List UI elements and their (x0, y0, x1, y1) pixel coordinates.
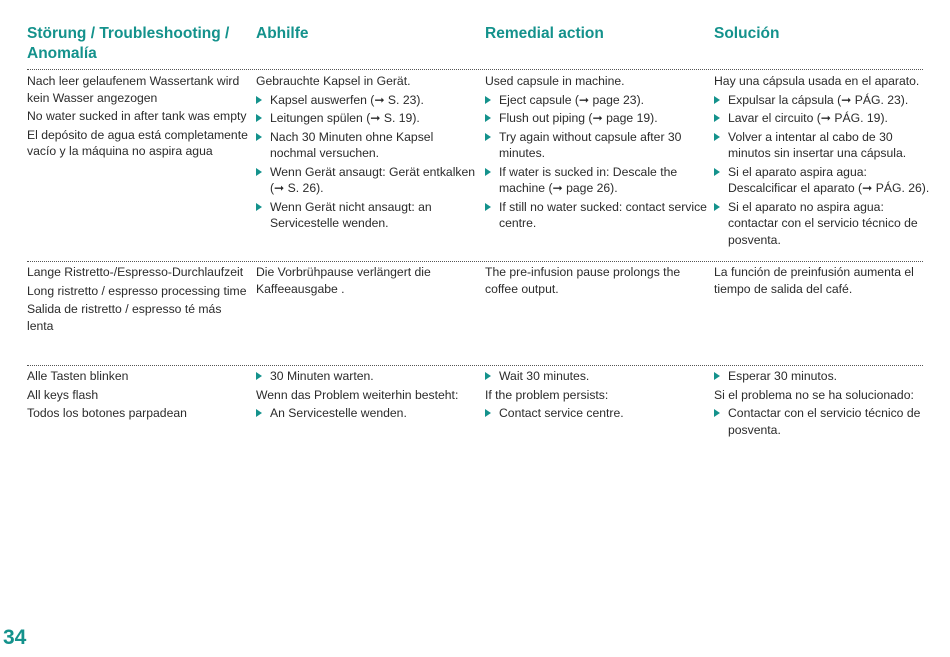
triangle-bullet-icon (256, 133, 262, 141)
remedy-step-text: Eject capsule (➞ page 23). (499, 92, 645, 107)
triangle-bullet-icon (256, 96, 262, 104)
remedy-step-text: An Servicestelle wenden. (270, 406, 407, 420)
remedy-text: Si el problema no se ha solucionado: (714, 387, 914, 402)
triangle-bullet-icon (485, 372, 491, 380)
remedy-step-text: Try again without capsule after 30 minutes. (499, 129, 682, 160)
en-cell-1 (485, 73, 707, 234)
remedy-step (256, 110, 478, 127)
row-divider (27, 261, 923, 262)
triangle-bullet-icon (714, 114, 720, 122)
en-cell-3 (485, 368, 707, 424)
de-cell-1 (256, 73, 478, 234)
problem-text: El depósito de agua está completamente vacío y la máquina no aspira agua (27, 127, 248, 158)
triangle-bullet-icon (714, 409, 720, 417)
problem-text: All keys flash (27, 387, 99, 402)
problem-text: Nach leer gelaufenem Wassertank wird kein Wasser angezogen (27, 74, 240, 105)
remedy-step-text: Wait 30 minutes. (499, 369, 590, 383)
remedy-step (485, 92, 707, 109)
problem-text: Lange Ristretto-/Espresso-Durchlaufzeit (27, 265, 244, 279)
remedy-step-text: If water is sucked in: Descale the machine (➞ page 26). (499, 164, 678, 195)
remedy-step (485, 199, 707, 232)
header-divider (27, 69, 923, 70)
es-cell-3 (714, 368, 936, 440)
remedy-step-text: Esperar 30 minutos. (728, 369, 838, 383)
remedy-step-text: Contact service centre. (499, 406, 624, 420)
problem-cell-1 (27, 73, 249, 162)
problem-text: No water sucked in after tank was empty (27, 109, 247, 123)
remedy-step (485, 110, 707, 127)
triangle-bullet-icon (485, 203, 491, 211)
triangle-bullet-icon (256, 168, 262, 176)
remedy-step-text: Wenn Gerät nicht ansaugt: an Servicestelle wenden. (270, 199, 432, 230)
remedy-step (256, 405, 478, 422)
remedy-step (714, 110, 936, 127)
triangle-bullet-icon (256, 409, 262, 417)
remedy-step (714, 164, 936, 197)
remedy-step-text: Lavar el circuito (➞ PÁG. 19). (728, 111, 888, 125)
remedy-step (714, 92, 936, 109)
remedy-text: Die Vorbrühpause verlängert die Kaffeeausgabe . (256, 265, 431, 296)
triangle-bullet-icon (714, 203, 720, 211)
remedy-step-text: Volver a intentar al cabo de 30 minutos sin insertar una cápsula. (728, 129, 907, 160)
remedy-step (485, 405, 707, 422)
remedy-step-text: Nach 30 Minuten ohne Kapsel nochmal versuchen. (270, 129, 434, 160)
triangle-bullet-icon (714, 372, 720, 380)
remedy-step (714, 129, 936, 162)
remedy-text: La función de preinfusión aumenta el tiempo de salida del café. (714, 265, 914, 296)
de-cell-2 (256, 264, 478, 299)
problem-cell-3 (27, 368, 249, 424)
en-cell-2 (485, 264, 707, 299)
problem-text: Long ristretto / espresso processing time (27, 283, 247, 298)
header-de: Abhilfe (256, 25, 309, 42)
remedy-step (256, 92, 478, 109)
remedy-step (256, 368, 478, 385)
remedy-step (256, 129, 478, 162)
remedy-step (714, 405, 936, 438)
triangle-bullet-icon (485, 409, 491, 417)
row-divider (27, 365, 923, 366)
header-en: Remedial action (485, 25, 604, 42)
triangle-bullet-icon (714, 96, 720, 104)
remedy-step-text: If still no water sucked: contact service centre. (499, 199, 707, 230)
remedy-step (485, 129, 707, 162)
problem-cell-2 (27, 264, 249, 336)
remedy-step-text: Contactar con el servicio técnico de posventa. (728, 406, 921, 437)
es-cell-1 (714, 73, 936, 250)
triangle-bullet-icon (714, 133, 720, 141)
remedy-step (485, 164, 707, 197)
remedy-step (714, 199, 936, 249)
problem-text: Todos los botones parpadean (27, 406, 187, 420)
remedy-step-text: Flush out piping (➞ page 19). (499, 111, 658, 125)
remedy-step-text: 30 Minuten warten. (270, 369, 374, 383)
remedy-step (256, 199, 478, 232)
remedy-step (485, 368, 707, 385)
triangle-bullet-icon (485, 96, 491, 104)
triangle-bullet-icon (485, 114, 491, 122)
remedy-text: Used capsule in machine. (485, 74, 625, 88)
remedy-text: The pre-infusion pause prolongs the coffee output. (485, 265, 681, 296)
de-cell-3 (256, 368, 478, 424)
remedy-text: Gebrauchte Kapsel in Gerät. (256, 74, 411, 88)
remedy-step-text: Wenn Gerät ansaugt: Gerät entkalken (➞ S. 26). (270, 164, 476, 195)
remedy-text: Wenn das Problem weiterhin besteht: (256, 387, 459, 402)
header-problem: Störung / Troubleshooting / Anomalía (27, 25, 230, 62)
triangle-bullet-icon (256, 203, 262, 211)
remedy-text: Hay una cápsula usada en el aparato. (714, 74, 920, 88)
triangle-bullet-icon (485, 168, 491, 176)
page-number: 34 (3, 626, 27, 649)
remedy-step-text: Expulsar la cápsula (➞ PÁG. 23). (728, 92, 909, 107)
remedy-step-text: Si el aparato no aspira agua: contactar con el servicio técnico de posventa. (728, 199, 918, 247)
remedy-step-text: Si el aparato aspira agua: Descalcificar el aparato (➞ PÁG. 26). (728, 164, 930, 195)
remedy-step (256, 164, 478, 197)
remedy-step-text: Leitungen spülen (➞ S. 19). (270, 111, 420, 125)
triangle-bullet-icon (485, 133, 491, 141)
triangle-bullet-icon (256, 372, 262, 380)
remedy-text: If the problem persists: (485, 387, 609, 402)
triangle-bullet-icon (256, 114, 262, 122)
remedy-step-text: Kapsel auswerfen (➞ S. 23). (270, 92, 424, 107)
header-es: Solución (714, 25, 780, 42)
es-cell-2 (714, 264, 936, 299)
problem-text: Alle Tasten blinken (27, 369, 129, 383)
triangle-bullet-icon (714, 168, 720, 176)
remedy-step (714, 368, 936, 385)
problem-text: Salida de ristretto / espresso té más lenta (27, 302, 222, 333)
